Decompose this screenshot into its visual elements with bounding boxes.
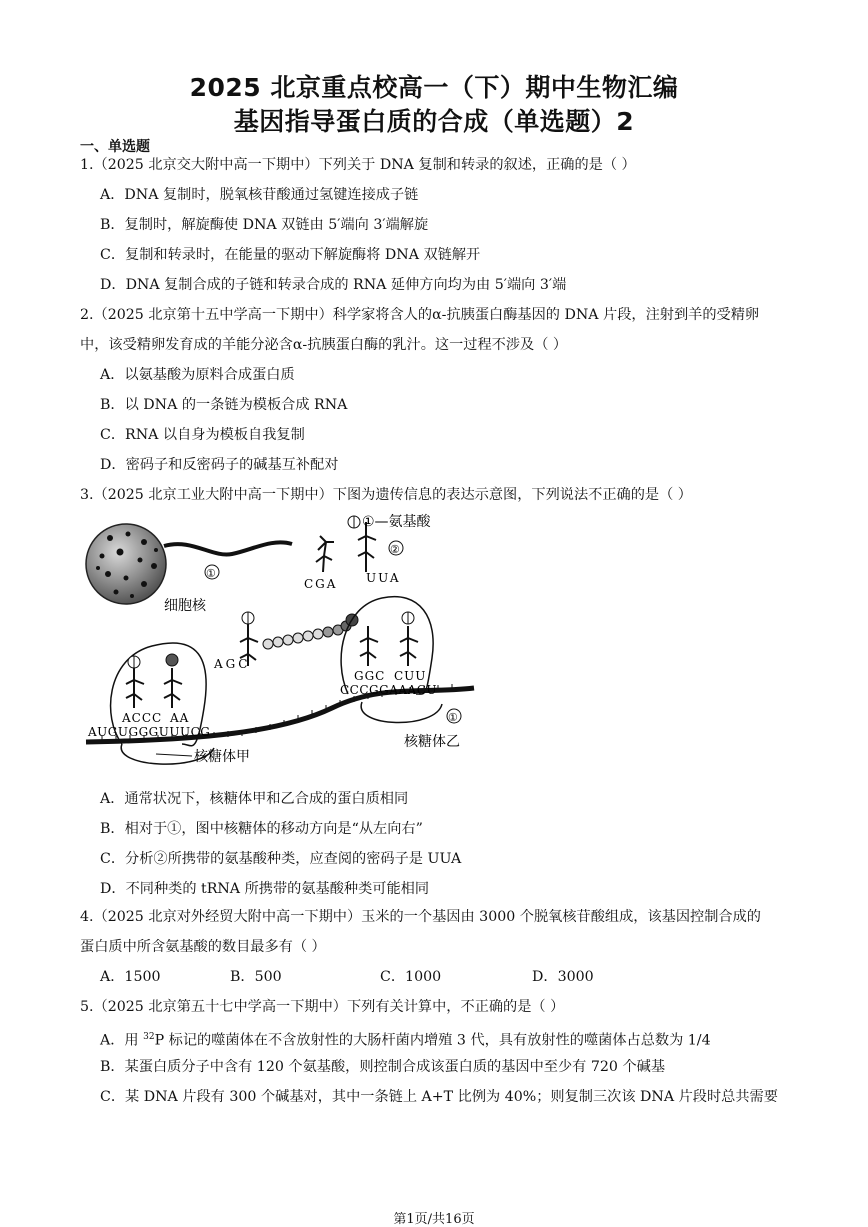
q3-option-a: A．通常状况下，核糖体甲和乙合成的蛋白质相同: [100, 791, 409, 807]
q5-option-b: B．某蛋白质分子中含有 120 个氨基酸，则控制合成该蛋白质的基因中至少有 720 个碱基: [100, 1059, 666, 1075]
anticodon-top1: CGA: [304, 577, 338, 591]
q2-option-c: C．RNA 以自身为模板自我复制: [100, 427, 305, 443]
q4-option-c: C．1000: [380, 969, 442, 985]
q5-option-a-post: P 标记的噬菌体在不含放射性的大肠杆菌内增殖 3 代，具有放射性的噬菌体占总数为 1/4: [154, 1032, 711, 1049]
q3-stem: 3.（2025 北京工业大附中高一下期中）下图为遗传信息的表达示意图，下列说法不正确的是（ ）: [80, 487, 692, 503]
q5-option-c: C．某 DNA 片段有 300 个碱基对，其中一条链上 A+T 比例为 40%；则复制三次该 DNA 片段时总共需要: [100, 1089, 778, 1105]
q1-option-d: D．DNA 复制合成的子链和转录合成的 RNA 延伸方向均为由 5′端向 3′端: [100, 277, 567, 293]
q4-option-b: B．500: [230, 969, 282, 985]
q5-option-a-pre: A．用: [100, 1032, 144, 1049]
nucleus-shape: [86, 524, 166, 604]
anticodon-mid: AGC: [214, 657, 251, 671]
q1-option-a: A．DNA 复制时，脱氧核苷酸通过氢键连接成子链: [100, 187, 419, 203]
doc-title-line2: 基因指导蛋白质的合成（单选题）2: [233, 107, 635, 136]
q4-option-d: D．3000: [532, 969, 594, 985]
q5-option-a-sup: 32: [143, 1032, 155, 1042]
q5-option-a: [100, 1028, 711, 1050]
anticodon-a1: ACCC: [122, 711, 163, 725]
nucleus-label: 细胞核: [164, 598, 206, 614]
mrna-seq-right: CCCGGAAACU: [340, 683, 438, 697]
label-1-top: ①: [206, 567, 216, 580]
anticodon-b2: CUU: [394, 669, 427, 683]
mrna-seq-left: AUGUGGGUUUCG: [88, 725, 211, 739]
label-1-bottom: ①: [448, 711, 458, 724]
q3-option-b: B．相对于①，图中核糖体的移动方向是“从左向右”: [100, 821, 423, 837]
ribosome-b-label: 核糖体乙: [404, 734, 460, 750]
q3-option-d: D．不同种类的 tRNA 所携带的氨基酸种类可能相同: [100, 881, 430, 897]
anticodon-b1: GGC: [354, 669, 386, 683]
q2-option-b: B．以 DNA 的一条链为模板合成 RNA: [100, 397, 348, 413]
q2-option-d: D．密码子和反密码子的碱基互补配对: [100, 457, 339, 473]
q2-option-a: A．以氨基酸为原料合成蛋白质: [100, 367, 295, 383]
q2-stem-line2: 中，该受精卵发育成的羊能分泌含α-抗胰蛋白酶的乳汁。这一过程不涉及（ ）: [80, 337, 568, 353]
page-footer: 第1页/共16页: [393, 1212, 475, 1227]
q2-stem-line1: 2.（2025 北京第十五中学高一下期中）科学家将含人的α-抗胰蛋白酶基因的 DNA 片段，注射到羊的受精卵: [80, 307, 760, 323]
label-2: ②: [390, 543, 400, 556]
amino-acid-label: ①—氨基酸: [362, 514, 431, 530]
section-heading: 一、单选题: [80, 139, 150, 155]
anticodon-top2: UUA: [366, 571, 401, 585]
doc-title-line1: 2025 北京重点校高一（下）期中生物汇编: [189, 73, 679, 102]
q4-stem-line2: 蛋白质中所含氨基酸的数目最多有（ ）: [80, 939, 326, 955]
q1-option-c: C．复制和转录时，在能量的驱动下解旋酶将 DNA 双链解开: [100, 247, 481, 263]
q4-option-a: A．1500: [100, 969, 161, 985]
q1-option-b: B．复制时，解旋酶使 DNA 双链由 5′端向 3′端解旋: [100, 217, 429, 233]
q5-stem: 5.（2025 北京第五十七中学高一下期中）下列有关计算中，不正确的是（ ）: [80, 999, 565, 1015]
gene-expression-diagram: [82, 508, 482, 778]
q4-stem-line1: 4.（2025 北京对外经贸大附中高一下期中）玉米的一个基因由 3000 个脱氧核苷酸组成，该基因控制合成的: [80, 909, 761, 925]
q3-option-c: C．分析②所携带的氨基酸种类，应查阅的密码子是 UUA: [100, 851, 462, 867]
ribosome-a-label: 核糖体甲: [194, 749, 250, 765]
anticodon-a2: AA: [170, 711, 190, 725]
q1-stem: 1.（2025 北京交大附中高一下期中）下列关于 DNA 复制和转录的叙述，正确的是（ ）: [80, 157, 636, 173]
